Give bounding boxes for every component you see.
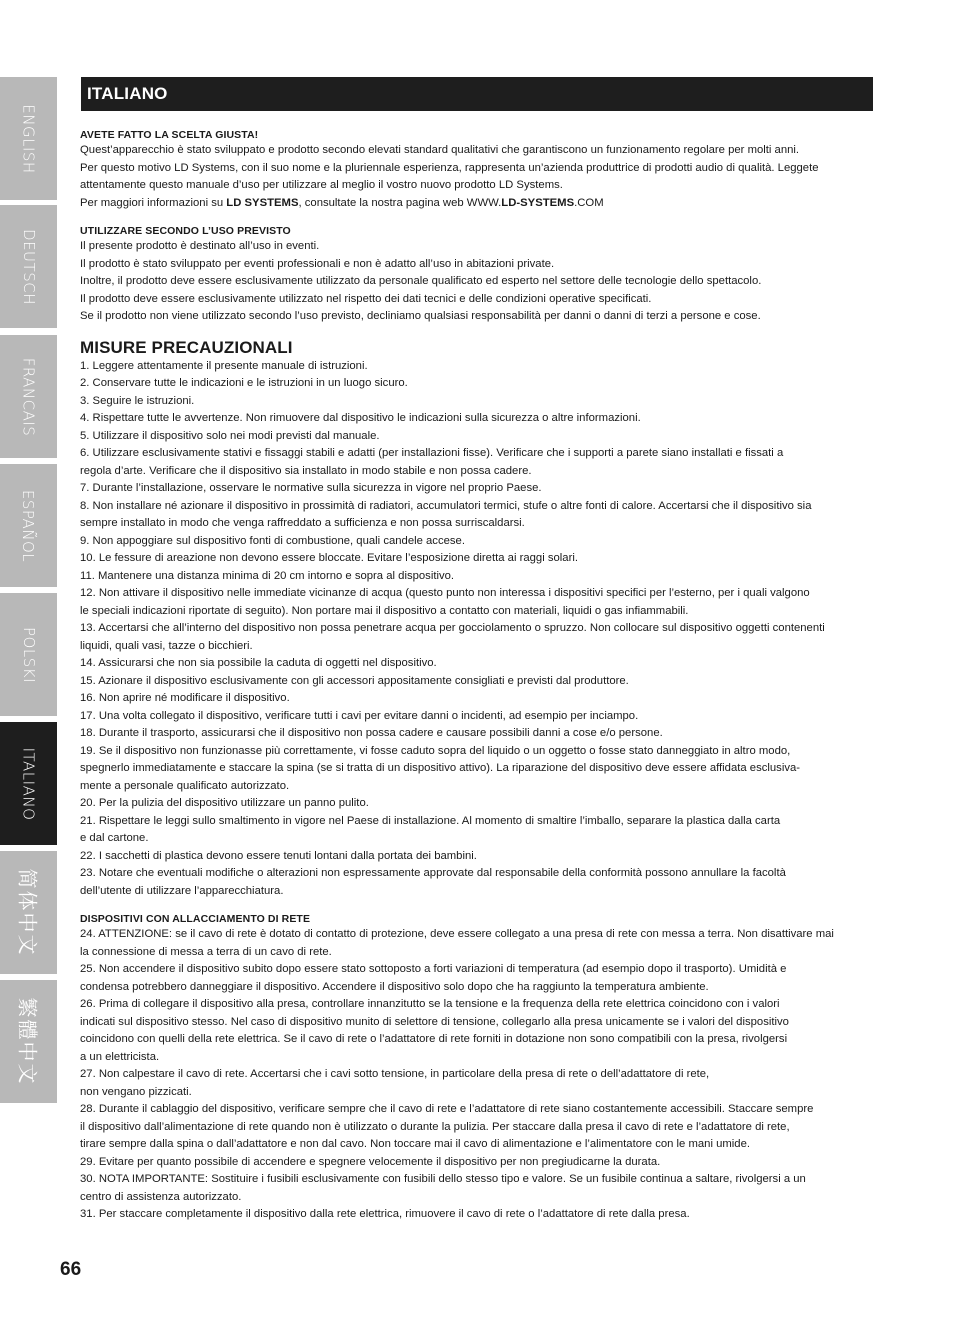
paragraph-line: Il prodotto è stato sviluppato per eventi professionali e non è adatto all’uso in abitazioni private. bbox=[80, 257, 555, 270]
paragraph-line: Per questo motivo LD Systems, con il suo nome e la pluriennale esperienza, rappresenta un’azienda produttrice di prodotti audio di qualità. Leggete bbox=[80, 161, 819, 174]
paragraph-line: Se il prodotto non viene utilizzato secondo l’uso previsto, decliniamo qualsiasi responsabilità per danni o danni di terzi a persone e cose. bbox=[80, 310, 761, 322]
info-prefix: Per maggiori informazioni su bbox=[80, 196, 227, 209]
list-item: 22. I sacchetti di plastica devono essere tenuti lontani dalla portata dei bambini. bbox=[80, 849, 477, 862]
info-middle: , consultate la nostra pagina web WWW. bbox=[298, 196, 502, 209]
list-item: il dispositivo dall’alimentazione di rete quando non è utilizzato o durante la pulizia. Per staccare dalla presa il cavo di rete e l’adattatore di rete, bbox=[80, 1120, 790, 1133]
list-item: tirare sempre dalla spina o dall’adattatore e non dal cavo. Non toccare mai il cavo di alimentazione e l’alimentatore con le mani umide. bbox=[80, 1138, 751, 1150]
tab-espanol[interactable] bbox=[0, 464, 57, 587]
list-item: 17. Una volta collegato il dispositivo, verificare tutti i cavi per evitare danni o incidenti, ad esempio per inciampo. bbox=[80, 709, 639, 722]
tab-simplified-chinese[interactable] bbox=[0, 851, 57, 974]
list-item: mente a personale qualificato autorizzato. bbox=[80, 779, 290, 792]
list-item: 31. Per staccare completamente il dispositivo dalla rete elettrica, rimuovere il cavo di rete o l’adattatore di rete dalla presa. bbox=[80, 1208, 690, 1220]
list-item: 16. Non aprire né modificare il dispositivo. bbox=[80, 692, 290, 704]
list-item: dell’utente di utilizzare l’apparecchiatura. bbox=[80, 884, 284, 897]
more-info-line bbox=[80, 195, 874, 213]
tab-deutsch[interactable] bbox=[0, 205, 57, 328]
tab-label: 繁體中文 bbox=[15, 997, 39, 1086]
list-item: 7. Durante l’installazione, osservare le normative sulla sicurezza in vigore nel proprio Paese. bbox=[80, 482, 542, 494]
list-item: 1. Leggere attentamente il presente manuale di istruzioni. bbox=[80, 359, 368, 372]
tab-label: 简体中文 bbox=[15, 868, 39, 957]
list-item: 18. Durante il trasporto, assicurarsi che il dispositivo non possa cadere e causare possibili danni a cose e/o persone. bbox=[80, 727, 663, 739]
list-item: 4. Rispettare tutte le avvertenze. Non rimuovere dal dispositivo le indicazioni sulla sicurezza o altre informazioni. bbox=[80, 412, 641, 424]
section-header-bar: ITALIANO bbox=[81, 77, 873, 111]
paragraph-line: Inoltre, il prodotto deve essere esclusivamente utilizzato da personale qualificato ed esperto nel settore delle tecnologie dello spettacolo. bbox=[80, 275, 762, 287]
list-item: a un elettricista. bbox=[80, 1050, 160, 1063]
list-item: condensa potrebbero danneggiare il dispositivo. Accendere il dispositivo solo dopo che ha raggiunto la temperatura ambiente. bbox=[80, 980, 709, 993]
info-suffix: .COM bbox=[574, 196, 604, 209]
paragraph-line: Quest’apparecchio è stato sviluppato e prodotto secondo elevati standard qualitativi che garantiscono un funzionamento regolare per molti anni. bbox=[80, 144, 800, 156]
list-item: 29. Evitare per quanto possibile di accendere e spegnere velocemente il dispositivo per non pregiudicarne la durata. bbox=[80, 1155, 661, 1168]
tab-label: ESPAÑOL bbox=[19, 489, 38, 562]
tab-label: ENGLISH bbox=[19, 103, 38, 174]
list-item: 3. Seguire le istruzioni. bbox=[80, 394, 195, 407]
website-link[interactable]: LD-SYSTEMS bbox=[501, 196, 575, 209]
list-item: coincidono con quelli della rete elettrica. Se il cavo di rete o l’adattatore di rete forniti in dotazione non sono compatibili con la presa, rivolgersi bbox=[80, 1033, 788, 1045]
list-item: 12. Non attivare il dispositivo nelle immediate vicinanze di acqua (questo punto non interessa i dispositivi specifici per l’esterno, per i quali valgono bbox=[80, 587, 810, 599]
tab-francais[interactable] bbox=[0, 335, 57, 458]
heading-precautions: MISURE PRECAUZIONALI bbox=[80, 337, 293, 357]
list-item: 8. Non installare né azionare il dispositivo in prossimità di radiatori, accumulatori termici, stufe o altre fonti di calore. Accertarsi che il dispositivo sia bbox=[80, 499, 812, 512]
precautions-list bbox=[80, 358, 874, 901]
tab-label: DEUTSCH bbox=[19, 228, 38, 305]
page-content bbox=[80, 128, 874, 1224]
list-item: indicati sul dispositivo stesso. Nel caso di dispositivo munito di selettore di tensione, collegarlo alla presa unicamente se i valori del dispositivo bbox=[80, 1015, 789, 1028]
list-item: 20. Per la pulizia del dispositivo utilizzare un panno pulito. bbox=[80, 797, 369, 809]
page-number: 66 bbox=[60, 1259, 82, 1280]
heading-mains-devices: DISPOSITIVI CON ALLACCIAMENTO DI RETE bbox=[80, 913, 311, 925]
list-item: 15. Azionare il dispositivo esclusivamente con gli accessori appositamente consigliati e previsti dal produttore. bbox=[80, 674, 629, 687]
heading-right-choice: AVETE FATTO LA SCELTA GIUSTA! bbox=[80, 129, 259, 141]
list-item: 14. Assicurarsi che non sia possibile la caduta di oggetti nel dispositivo. bbox=[80, 657, 437, 669]
list-item: 9. Non appoggiare sul dispositivo fonti di combustione, quali candele accese. bbox=[80, 534, 465, 547]
tab-label: POLSKI bbox=[19, 626, 38, 683]
tab-label: FRANCAIS bbox=[19, 357, 38, 436]
tab-italiano[interactable] bbox=[0, 722, 57, 845]
list-item: centro di assistenza autorizzato. bbox=[80, 1190, 242, 1203]
paragraph-line: attentamente questo manuale d’uso per utilizzare al meglio il vostro nuovo prodotto LD Systems. bbox=[80, 179, 563, 191]
list-item: 13. Accertarsi che all’interno del dispositivo non possa penetrare acqua per gocciolamento o spruzzo. Non collocare sul dispositivo oggetti contenenti bbox=[80, 622, 825, 634]
list-item: 10. Le fessure di areazione non devono essere bloccate. Evitare l’esposizione diretta ai raggi solari. bbox=[80, 552, 578, 564]
tab-english[interactable] bbox=[0, 77, 57, 200]
list-item: 11. Mantenere una distanza minima di 20 cm intorno e sopra al dispositivo. bbox=[80, 569, 455, 582]
mains-list bbox=[80, 926, 874, 1224]
list-item: 24. ATTENZIONE: se il cavo di rete è dotato di contatto di protezione, deve essere collegato a una presa di rete con messa a terra. Non disattivare mai bbox=[80, 928, 834, 940]
tab-label: ITALIANO bbox=[19, 747, 38, 820]
list-item: e dal cartone. bbox=[80, 832, 149, 844]
list-item: 30. NOTA IMPORTANTE: Sostituire i fusibili esclusivamente con fusibili dello stesso tipo e valore. Se un fusibile continua a saltare, rivolgersi a un bbox=[80, 1173, 806, 1185]
list-item: 2. Conservare tutte le indicazioni e le istruzioni in un luogo sicuro. bbox=[80, 377, 408, 389]
heading-intended-use: UTILIZZARE SECONDO L’USO PREVISTO bbox=[80, 225, 291, 237]
list-item: sempre installato in modo che venga raffreddato a sufficienza e non possa surriscaldarsi. bbox=[80, 517, 525, 529]
list-item: 26. Prima di collegare il dispositivo alla presa, controllare innanzitutto se la tensione e la frequenza della rete elettrica coincidono con i valori bbox=[80, 998, 780, 1010]
tab-traditional-chinese[interactable] bbox=[0, 980, 57, 1103]
list-item: la connessione di messa a terra di un cavo di rete. bbox=[80, 945, 332, 958]
paragraph-line: Il presente prodotto è destinato all’uso in eventi. bbox=[80, 240, 320, 252]
list-item: spegnerlo immediatamente e staccare la spina (se si tratta di un dispositivo attivo). La riparazione del dispositivo deve essere affidata esclusiva- bbox=[80, 762, 801, 774]
list-item: 6. Utilizzare esclusivamente stativi e fissaggi stabili e adatti (per installazioni fisse). Verificare che i supporti a parete siano installati e fissati a bbox=[80, 447, 784, 459]
paragraph-line: Il prodotto deve essere esclusivamente utilizzato nel rispetto dei dati tecnici e delle condizioni operative specificati. bbox=[80, 292, 652, 305]
list-item: liquidi, quali vasi, tazze o bicchieri. bbox=[80, 639, 253, 652]
list-item: 27. Non calpestare il cavo di rete. Accertarsi che i cavi sotto tensione, in particolare della presa di rete o dell’adattatore di rete, bbox=[80, 1068, 710, 1080]
list-item: non vengano pizzicati. bbox=[80, 1085, 192, 1098]
tab-polski[interactable] bbox=[0, 593, 57, 716]
list-item: 23. Notare che eventuali modifiche o alterazioni non espressamente approvate dal responsabile della conformità possono annullare la facoltà bbox=[80, 867, 786, 879]
list-item: 25. Non accendere il dispositivo subito dopo essere stato sottoposto a forti variazioni di temperatura (ad esempio dopo il trasporto). Umidità e bbox=[80, 963, 787, 975]
brand-name: LD SYSTEMS bbox=[226, 196, 299, 209]
list-item: 28. Durante il cablaggio del dispositivo, verificare sempre che il cavo di rete e l’adattatore di rete siano costantemente accessibili. Staccare sempre bbox=[80, 1103, 814, 1115]
list-item: regola d’arte. Verificare che il dispositivo sia installato in modo stabile e non possa cadere. bbox=[80, 464, 532, 477]
list-item: le speciali indicazioni riportate di seguito). Non portare mai il dispositivo a contatto con materiali, liquidi o gas infiammabili. bbox=[80, 604, 689, 617]
list-item: 21. Rispettare le leggi sullo smaltimento in vigore nel Paese di installazione. Al momento di smaltire l’imballo, separare la plastica dalla carta bbox=[80, 814, 781, 827]
list-item: 5. Utilizzare il dispositivo solo nei modi previsti dal manuale. bbox=[80, 429, 380, 442]
list-item: 19. Se il dispositivo non funzionasse più correttamente, vi fosse caduto sopra del liquido o un oggetto o fosse stato danneggiato in altro modo, bbox=[80, 744, 791, 757]
